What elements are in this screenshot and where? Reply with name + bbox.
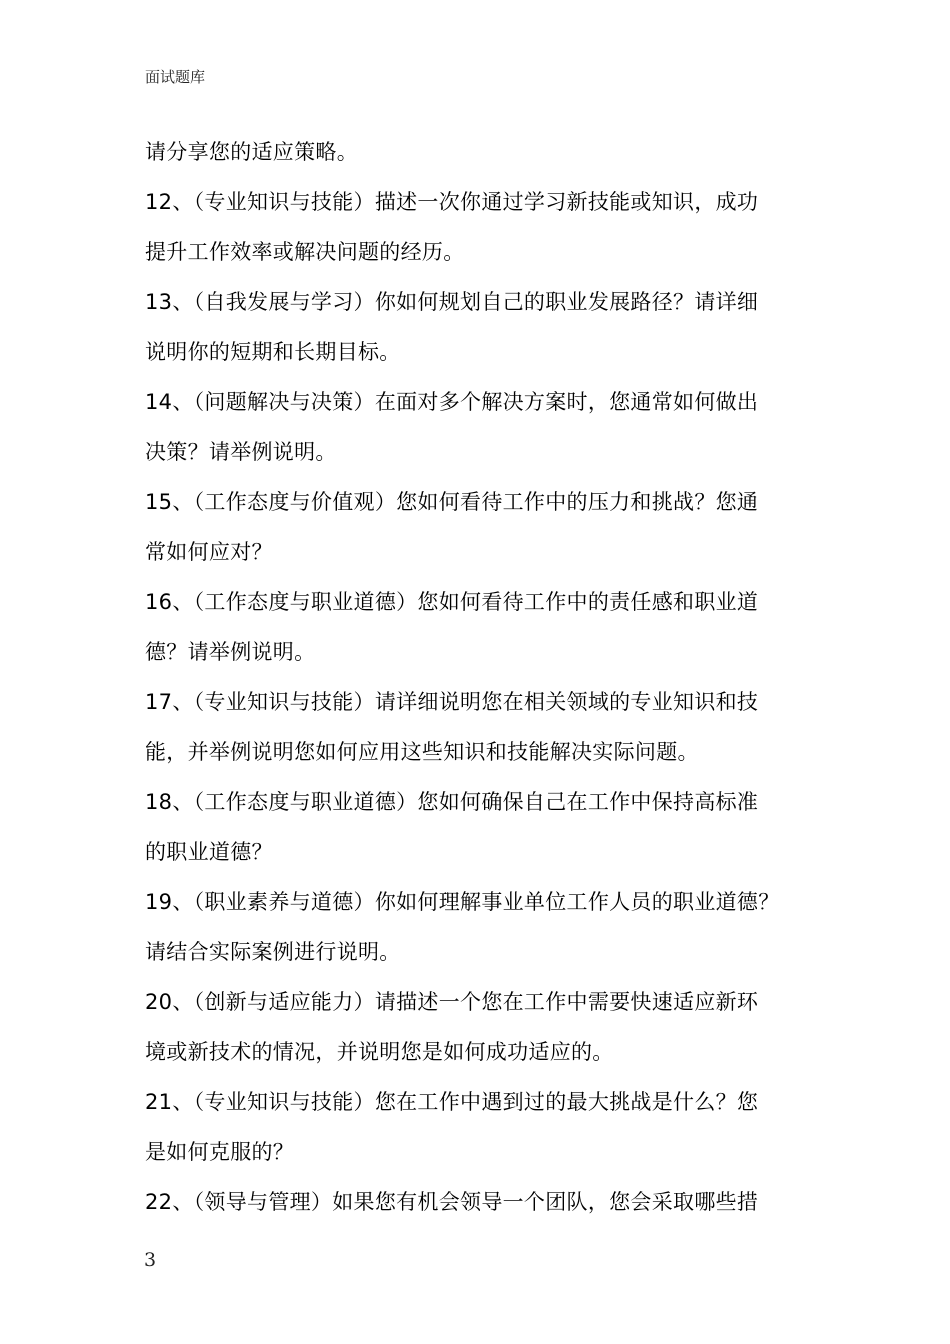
text-line: 15、（工作态度与价值观）您如何看待工作中的压力和挑战？您通 [145,490,759,514]
text-line: 16、（工作态度与职业道德）您如何看待工作中的责任感和职业道 [145,590,759,614]
text-line: 请结合实际案例进行说明。 [145,940,401,964]
text-line: 17、（专业知识与技能）请详细说明您在相关领域的专业知识和技 [145,690,759,714]
page-header-title: 面试题库 [145,68,206,86]
text-line: 14、（问题解决与决策）在面对多个解决方案时，您通常如何做出 [145,390,759,414]
text-line: 20、（创新与适应能力）请描述一个您在工作中需要快速适应新环 [145,990,759,1014]
text-line: 21、（专业知识与技能）您在工作中遇到过的最大挑战是什么？您 [145,1090,759,1114]
text-line: 决策？请举例说明。 [145,440,337,464]
text-line: 18、（工作态度与职业道德）您如何确保自己在工作中保持高标准 [145,790,759,814]
document-body [145,135,810,1235]
text-line: 22、（领导与管理）如果您有机会领导一个团队，您会采取哪些措 [145,1190,759,1214]
text-line: 常如何应对？ [145,540,273,564]
text-line: 说明你的短期和长期目标。 [145,340,401,364]
text-line: 境或新技术的情况，并说明您是如何成功适应的。 [145,1040,614,1064]
text-line: 12、（专业知识与技能）描述一次你通过学习新技能或知识，成功 [145,190,759,214]
text-line: 是如何克服的？ [145,1140,295,1164]
text-line: 请分享您的适应策略。 [145,140,358,164]
page-number: 3 [144,1249,157,1271]
text-line: 德？请举例说明。 [145,640,316,664]
text-line: 提升工作效率或解决问题的经历。 [145,240,465,264]
text-line: 13、（自我发展与学习）你如何规划自己的职业发展路径？请详细 [145,290,759,314]
text-line: 19、（职业素养与道德）你如何理解事业单位工作人员的职业道德？ [145,890,780,914]
text-line: 能，并举例说明您如何应用这些知识和技能解决实际问题。 [145,740,699,764]
text-line: 的职业道德？ [145,840,273,864]
